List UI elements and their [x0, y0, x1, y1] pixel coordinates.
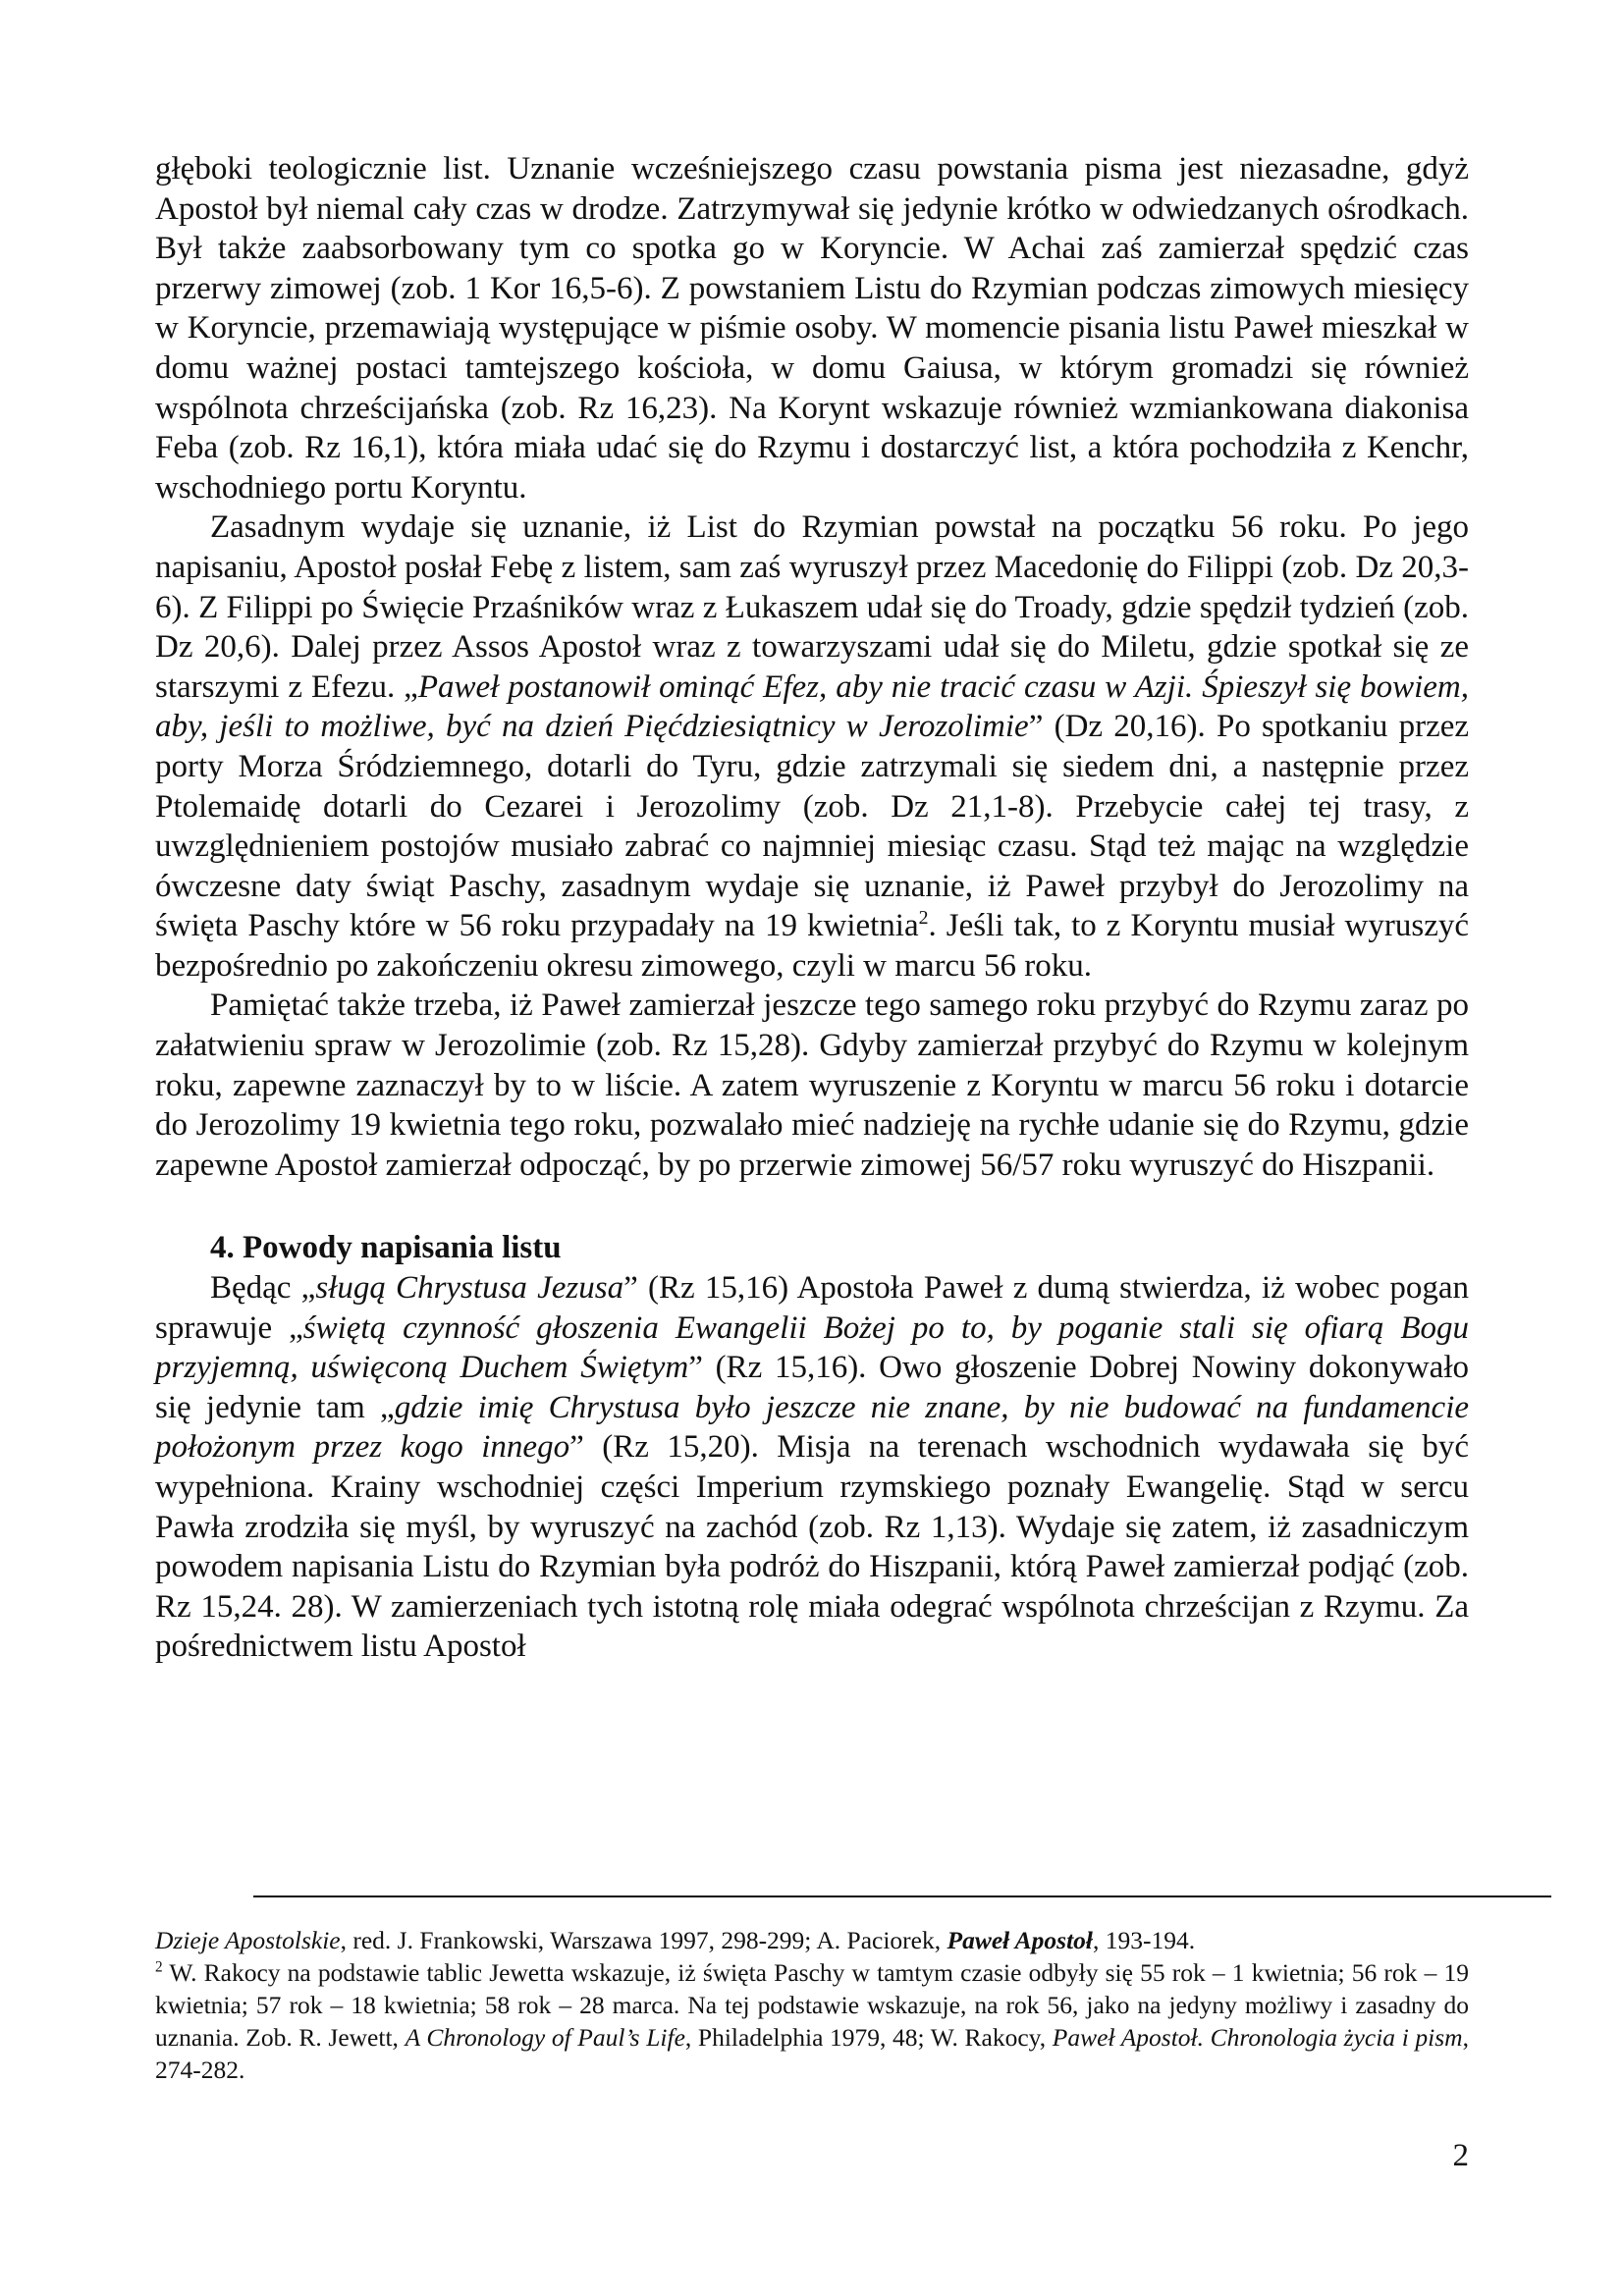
footnote-1-text-a: , red. J. Frankowski, Warszawa 1997, 298-299; A. Paciorek, [340, 1926, 947, 1954]
page-number: 2 [1452, 2138, 1469, 2173]
paragraph-4 [155, 1268, 1469, 1667]
quote-rz-15-20: gdzie imię Chrystusa było jeszcze nie znane, by nie budować na fundamencie położonym przez kogo innego [155, 1389, 1470, 1466]
paragraph-4-text-d: ” (Rz 15,20). Misja na terenach wschodnich wydawała się być wypełniona. Krainy wschodniej części Imperium rzymskiego poznały Ewangelię. Stąd w sercu Pawła zrodziła się myśl, by wyruszyć na zachód (zob. Rz 1,13). Wydaje się zatem, iż zasadniczym powodem napisania Listu do Rzymian była podróż do Hiszpanii, którą Paweł zamierzał podjąć (zob. Rz 15,24. 28). W zamierzeniach tych istotną rolę miała odegrać wspólnota chrześcijan z Rzymu. Za pośrednictwem listu Apostoł [155, 1429, 1469, 1665]
paragraph-2-text-c: . Jeśli tak, to z Koryntu musiał wyruszyć bezpośrednio po zakończeniu okresu zimowego, czyli w marcu 56 roku. [155, 908, 1470, 984]
footnote-2-title-1: A Chronology of Paul’s Life [405, 2023, 685, 2052]
paragraph-1: głęboki teologicznie list. Uznanie wcześniejszego czasu powstania pisma jest niezasadne, gdyż Apostoł był niemal cały czas w drodze. Zatrzymywał się jedynie krótko w odwiedzanych ośrodkach. Był także zaabsorbowany tym co spotka go w Koryncie. W Achai zaś zamierzał spędzić czas przerwy zimowej (zob. 1 Kor 16,5-6). Z powstaniem Listu do Rzymian podczas zimowych miesięcy w Koryncie, przemawiają występujące w piśmie osoby. W momencie pisania listu Paweł mieszkał w domu ważnej postaci tamtejszego kościoła, w domu Gaiusa, w którym gromadzi się również wspólnota chrześcijańska (zob. Rz 16,23). Na Korynt wskazuje również wzmiankowana diakonisa Feba (zob. Rz 16,1), która miała udać się do Rzymu i dostarczyć list, a która pochodziła z Kenchr, wschodniego portu Koryntu. [155, 151, 1469, 506]
footnote-1-title: Dzieje Apostolskie [155, 1926, 341, 1954]
paragraph-2-text-a: Zasadnym wydaje się uznanie, iż List do Rzymian powstał na początku 56 roku. Po jego napisaniu, Apostoł posłał Febę z listem, sam zaś wyruszył przez Macedonię do Filippi (zob. Dz 20,3-6). Z Filippi po Święcie Przaśników wraz z Łukaszem udał się do Troady, gdzie spędził tydzień (zob. Dz 20,6). Dalej przez Assos Apostoł wraz z towarzyszami udał się do Miletu, gdzie spotkał się ze starszymi z Efezu. „ [155, 509, 1469, 705]
paragraph-4-text-a: Będąc „ [210, 1270, 316, 1307]
footnote-2-title-2: Paweł Apostoł. Chronologia życia i pism [1052, 2023, 1463, 2052]
footnote-2 [155, 1956, 1469, 2086]
footnote-1 [155, 1924, 1469, 1956]
paragraph-2-text-b: ” (Dz 20,16). Po spotkaniu przez porty Morza Śródziemnego, dotarli do Tyru, gdzie zatrzymali się siedem dni, a następnie przez Ptolemaidę dotarli do Cezarei i Jerozolimy (zob. Dz 21,1-8). Przebycie całej tej trasy, z uwzględnieniem postojów musiało zabrać co najmniej miesiąc czasu. Stąd też mając na względzie ówczesne daty świąt Paschy, zasadnym wydaje się uznanie, iż Paweł przybył do Jerozolimy na święta Paschy które w 56 roku przypadały na 19 kwietnia [155, 709, 1470, 944]
footnote-2-text-b: , Philadelphia 1979, 48; W. Rakocy, [684, 2023, 1053, 2052]
footnote-1-text-b: , 193-194. [1093, 1926, 1196, 1954]
paragraph-3: Pamiętać także trzeba, iż Paweł zamierzał jeszcze tego samego roku przybyć do Rzymu zaraz po załatwieniu spraw w Jerozolimie (zob. Rz 15,28). Gdyby zamierzał przybyć do Rzymu w kolejnym roku, zapewne zaznaczył by to w liście. A zatem wyruszenie z Koryntu w marcu 56 roku i dotarcie do Jerozolimy 19 kwietnia tego roku, pozwalało mieć nadzieję na rychłe udanie się do Rzymu, gdzie zapewne Apostoł zamierzał odpocząć, by po przerwie zimowej 56/57 roku wyruszyć do Hiszpanii. [155, 988, 1469, 1183]
footnote-2-number: 2 [155, 1958, 163, 1976]
footnote-1-title-2: Paweł Apostoł [947, 1926, 1094, 1954]
paragraph-4-text-c: ” (Rz 15,16). Owo głoszenie Dobrej Nowiny dokonywało się jedynie tam „ [155, 1350, 1469, 1425]
quote-sluga: sługą Chrystusa Jezusa [315, 1270, 624, 1307]
section-heading: 4. Powody napisania listu [210, 1230, 562, 1266]
quote-rz-15-16: świętą czynność głoszenia Ewangelii Bożej po to, by poganie stali się ofiarą Bogu przyjemną, uświęconą Duchem Świętym [155, 1309, 1469, 1386]
footnotes [155, 1924, 1469, 2086]
footnote-ref-2[interactable]: 2 [918, 907, 929, 930]
main-text [155, 149, 1469, 1667]
quote-dz-20-16: Paweł postanowił ominąć Efez, aby nie tracić czasu w Azji. Śpieszył się bowiem, aby, jeśli to możliwe, być na dzień Pięćdziesiątnicy w Jerozolimie [155, 668, 1469, 745]
footnote-separator [253, 1896, 1551, 1897]
footnote-2-text-c: , 274-282. [155, 2023, 1469, 2084]
paragraph-2 [155, 507, 1469, 986]
paragraph-4-text-b: ” (Rz 15,16) Apostoła Paweł z dumą stwierdza, iż wobec pogan sprawuje „ [155, 1270, 1470, 1346]
footnote-2-text-a: W. Rakocy na podstawie tablic Jewetta wskazuje, iż święta Paschy w tamtym czasie odbyły się 55 rok – 1 kwietnia; 56 rok – 19 kwietnia; 57 rok – 18 kwietnia; 58 rok – 28 marca. Na tej podstawie wskazuje, na rok 56, jako na jedyny możliwy i zasadny do uznania. Zob. R. Jewett, [155, 1958, 1469, 2052]
